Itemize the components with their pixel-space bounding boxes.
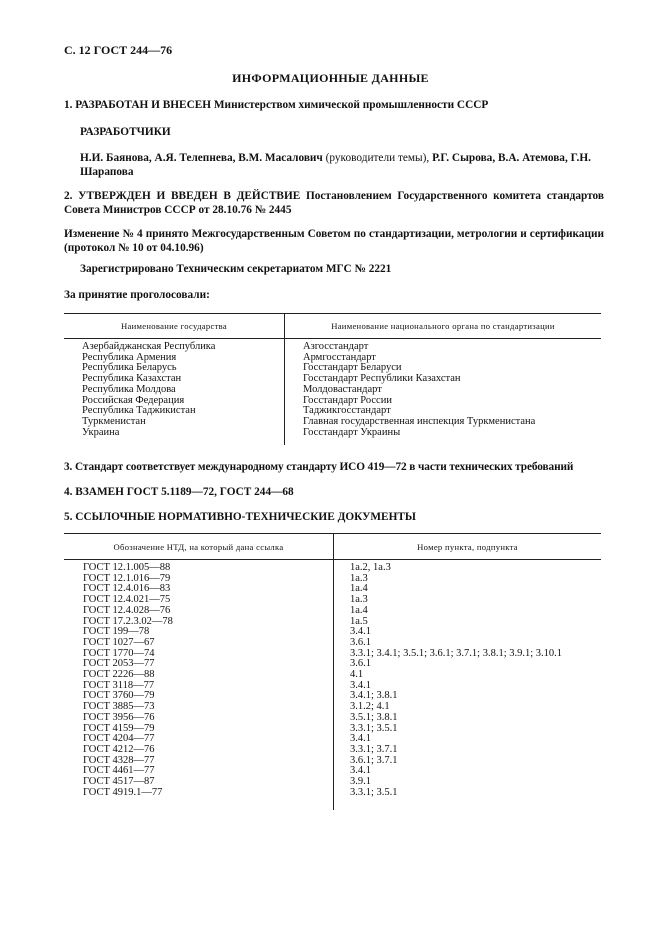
section-4: 4. ВЗАМЕН ГОСТ 5.1189—72, ГОСТ 244—68: [64, 486, 294, 498]
refs-clause: 4.1: [350, 669, 364, 681]
refs-doc: ГОСТ 2053—77: [83, 658, 155, 670]
refs-clause: 1а.2, 1а.3: [350, 562, 391, 573]
vote-country: Республика Казахстан: [82, 373, 182, 385]
page-title: ИНФОРМАЦИОННЫЕ ДАННЫЕ: [232, 71, 429, 85]
refs-clause: 1а.4: [350, 604, 368, 616]
refs-col-clause: Номер пункта, подпункта: [417, 542, 518, 552]
developers-role: (руководители темы),: [325, 152, 430, 164]
refs-clause: 3.3.1; 3.7.1: [350, 743, 398, 755]
vote-bodies: [303, 342, 535, 438]
refs-clauses: [350, 563, 562, 798]
refs-clause: 3.9.1: [350, 776, 371, 788]
vote-col-country: Наименование государства: [121, 321, 227, 331]
refs-clause: 3.4.1: [350, 765, 371, 777]
refs-col-doc: Обозначение НТД, на который дана ссылка: [113, 542, 284, 552]
refs-doc: ГОСТ 3956—76: [83, 711, 155, 723]
developers-others: Р.Г. Сырова, В.А. Атемова, Г.Н. Шарапова: [80, 152, 591, 178]
vote-body: Госстандарт Беларуси: [303, 362, 402, 374]
vote-body: Госстандарт России: [303, 394, 392, 406]
refs-doc: ГОСТ 4159—79: [83, 722, 155, 734]
refs-doc: ГОСТ 4919.1—77: [83, 786, 163, 798]
refs-doc: ГОСТ 12.4.028—76: [83, 604, 171, 616]
refs-doc: ГОСТ 12.1.016—79: [83, 572, 171, 584]
vote-body: Таджикгосстандарт: [303, 405, 391, 417]
change-4: Изменение № 4 принято Межгосударственным Советом по стандартизации, метрологии и сертификации (протокол № 10 от 04.10.96): [64, 228, 604, 254]
refs-docs: [83, 563, 173, 798]
registered-note: Зарегистрировано Техническим секретариатом МГС № 2221: [80, 263, 392, 275]
refs-clause: 3.3.1; 3.5.1: [350, 722, 398, 734]
vote-body: Азгосстандарт: [303, 341, 369, 352]
refs-clause: 1а.5: [350, 615, 368, 627]
refs-clause: 3.4.1; 3.8.1: [350, 690, 398, 702]
section-5: 5. ССЫЛОЧНЫЕ НОРМАТИВНО-ТЕХНИЧЕСКИЕ ДОКУМЕНТЫ: [64, 511, 416, 523]
vote-country: Туркменистан: [82, 415, 146, 427]
refs-doc: ГОСТ 199—78: [83, 626, 150, 638]
vote-body: Главная государственная инспекция Туркменистана: [303, 415, 536, 427]
refs-doc: ГОСТ 12.4.016—83: [83, 583, 171, 595]
refs-clause: 3.6.1; 3.7.1: [350, 754, 398, 766]
refs-doc: ГОСТ 4461—77: [83, 765, 155, 777]
developers-label: РАЗРАБОТЧИКИ: [80, 126, 171, 138]
vote-country: Украина: [82, 426, 120, 438]
developers-list: [80, 151, 600, 179]
refs-doc: ГОСТ 4328—77: [83, 754, 155, 766]
vote-country: Республика Армения: [82, 351, 177, 363]
refs-clause: 3.3.1; 3.5.1: [350, 786, 398, 798]
vote-col-body: Наименование национального органа по стандартизации: [331, 321, 555, 331]
refs-doc: ГОСТ 2226—88: [83, 669, 155, 681]
section-1: 1. РАЗРАБОТАН И ВНЕСЕН Министерством химической промышленности СССР: [64, 99, 489, 111]
refs-doc: ГОСТ 12.4.021—75: [83, 594, 171, 606]
refs-clause: 3.4.1: [350, 626, 371, 638]
refs-doc: ГОСТ 4204—77: [83, 733, 155, 745]
refs-doc: ГОСТ 3118—77: [83, 679, 155, 691]
refs-doc: ГОСТ 4517—87: [83, 776, 155, 788]
vote-country: Азербайджанская Республика: [82, 341, 216, 352]
vote-body: Госстандарт Республики Казахстан: [303, 373, 461, 385]
vote-body: Молдовастандарт: [303, 383, 382, 395]
refs-clause: 3.1.2; 4.1: [350, 701, 390, 713]
refs-doc: ГОСТ 12.1.005—88: [83, 562, 171, 573]
refs-doc: ГОСТ 3760—79: [83, 690, 155, 702]
refs-clause: 3.4.1: [350, 679, 371, 691]
vote-country: Республика Молдова: [82, 383, 176, 395]
refs-doc: ГОСТ 17.2.3.02—78: [83, 615, 173, 627]
refs-clause: 1а.4: [350, 583, 368, 595]
section-2: 2. УТВЕРЖДЕН И ВВЕДЕН В ДЕЙСТВИЕ Постановлением Государственного комитета стандартов Совета Министров СССР от 28.10.76 № 2445: [64, 190, 604, 216]
refs-clause: 1а.3: [350, 572, 368, 584]
developers-leaders: Н.И. Баянова, А.Я. Телепнева, В.М. Масалович: [80, 152, 323, 164]
vote-country: Российская Федерация: [82, 394, 185, 406]
vote-countries: [82, 342, 215, 438]
refs-clause: 3.5.1; 3.8.1: [350, 711, 398, 723]
vote-body: Госстандарт Украины: [303, 426, 401, 438]
page-header: С. 12 ГОСТ 244—76: [64, 43, 173, 57]
refs-clause: 3.3.1; 3.4.1; 3.5.1; 3.6.1; 3.7.1; 3.8.1; 3.9.1; 3.10.1: [350, 647, 563, 659]
section-3: 3. Стандарт соответствует международному стандарту ИСО 419—72 в части технических требований: [64, 461, 574, 473]
vote-label: За принятие проголосовали:: [64, 289, 210, 301]
vote-country: Республика Таджикистан: [82, 405, 196, 417]
refs-doc: ГОСТ 4212—76: [83, 743, 155, 755]
refs-doc: ГОСТ 3885—73: [83, 701, 155, 713]
refs-clause: 3.6.1: [350, 636, 371, 648]
refs-doc: ГОСТ 1770—74: [83, 647, 155, 659]
refs-clause: 3.6.1: [350, 658, 371, 670]
refs-clause: 3.4.1: [350, 733, 371, 745]
refs-doc: ГОСТ 1027—67: [83, 636, 155, 648]
refs-clause: 1а.3: [350, 594, 368, 606]
vote-body: Армгосстандарт: [303, 351, 376, 363]
vote-country: Республика Беларусь: [82, 362, 177, 374]
